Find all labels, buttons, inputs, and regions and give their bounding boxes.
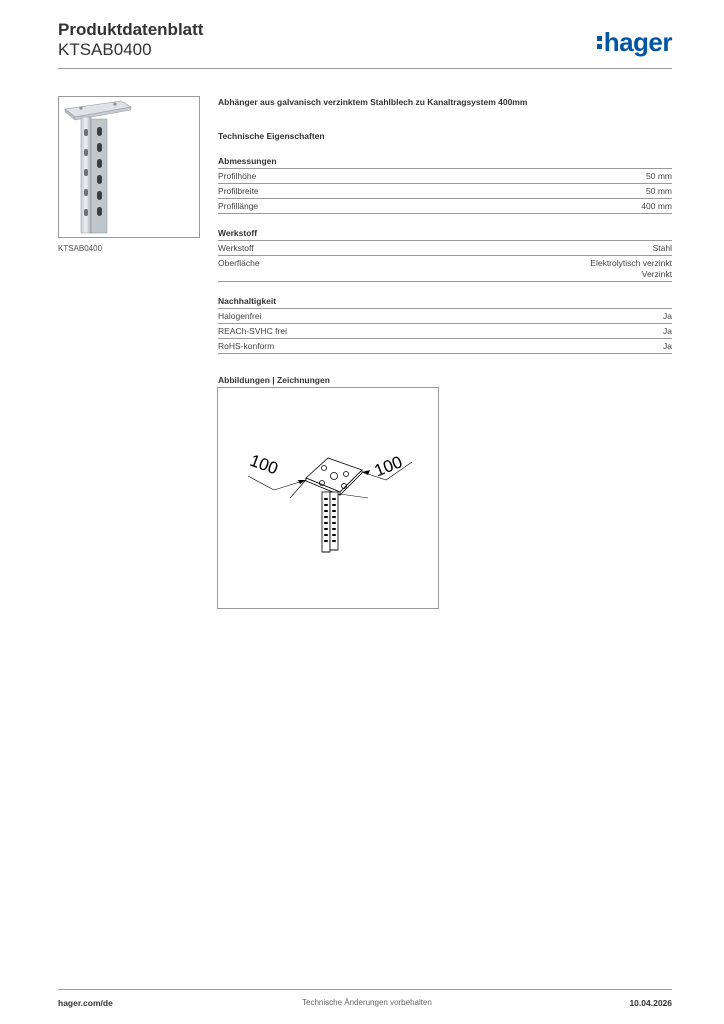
group-title: Nachhaltigkeit (218, 295, 672, 309)
hager-logo (597, 28, 672, 56)
row-label: Profilbreite (218, 186, 259, 196)
hanger-drawing-icon (218, 388, 438, 608)
product-image-caption: KTSAB0400 (58, 244, 103, 253)
row-value: 400 mm (641, 201, 672, 211)
table-row (218, 241, 672, 256)
table-row (218, 256, 672, 282)
row-label: Halogenfrei (218, 311, 262, 321)
dimension-left-label: 100 (247, 450, 281, 479)
footer-notice: Technische Änderungen vorbehalten (302, 998, 432, 1007)
row-value: Ja (663, 311, 672, 321)
group-sustainability (218, 295, 672, 354)
row-value-line-1: Elektrolytisch verzinkt (590, 258, 672, 268)
table-row (218, 199, 672, 214)
footer-website-link[interactable]: hager.com/de (58, 998, 113, 1008)
row-value: Stahl (652, 243, 672, 253)
table-row (218, 184, 672, 199)
dimension-right-label: 100 (371, 452, 406, 481)
product-description: Abhänger aus galvanisch verzinktem Stahlblech zu Kanaltragsystem 400mm (218, 97, 528, 107)
row-label: Profillänge (218, 201, 259, 211)
logo-dots-icon (597, 33, 602, 52)
table-row (218, 324, 672, 339)
row-label: REACh-SVHC frei (218, 326, 287, 336)
row-value: Ja (663, 341, 672, 351)
row-label: Oberfläche (218, 258, 260, 268)
group-title: Werkstoff (218, 227, 672, 241)
row-value: Ja (663, 326, 672, 336)
product-details (218, 96, 672, 386)
header-divider (58, 68, 672, 69)
table-row (218, 169, 672, 184)
row-value: 50 mm (646, 186, 672, 196)
hanger-product-icon (59, 97, 199, 237)
technical-drawing (217, 387, 439, 609)
group-dimensions (218, 155, 672, 214)
product-image (58, 96, 200, 238)
tech-properties-title: Technische Eigenschaften (218, 131, 325, 141)
table-row (218, 309, 672, 324)
footer-date: 10.04.2026 (629, 998, 672, 1008)
product-code: KTSAB0400 (58, 40, 152, 59)
drawings-title: Abbildungen | Zeichnungen (218, 375, 330, 385)
logo-text: hager (603, 27, 672, 57)
footer-divider (58, 989, 672, 990)
group-material (218, 227, 672, 282)
row-value-line-2: Verzinkt (641, 269, 672, 279)
group-title: Abmessungen (218, 155, 672, 169)
row-value (590, 258, 672, 280)
row-value: 50 mm (646, 171, 672, 181)
row-label: Profilhöhe (218, 171, 257, 181)
table-row (218, 339, 672, 354)
row-label: Werkstoff (218, 243, 254, 253)
row-label: RoHS-konform (218, 341, 275, 351)
page-title: Produktdatenblatt (58, 20, 204, 39)
